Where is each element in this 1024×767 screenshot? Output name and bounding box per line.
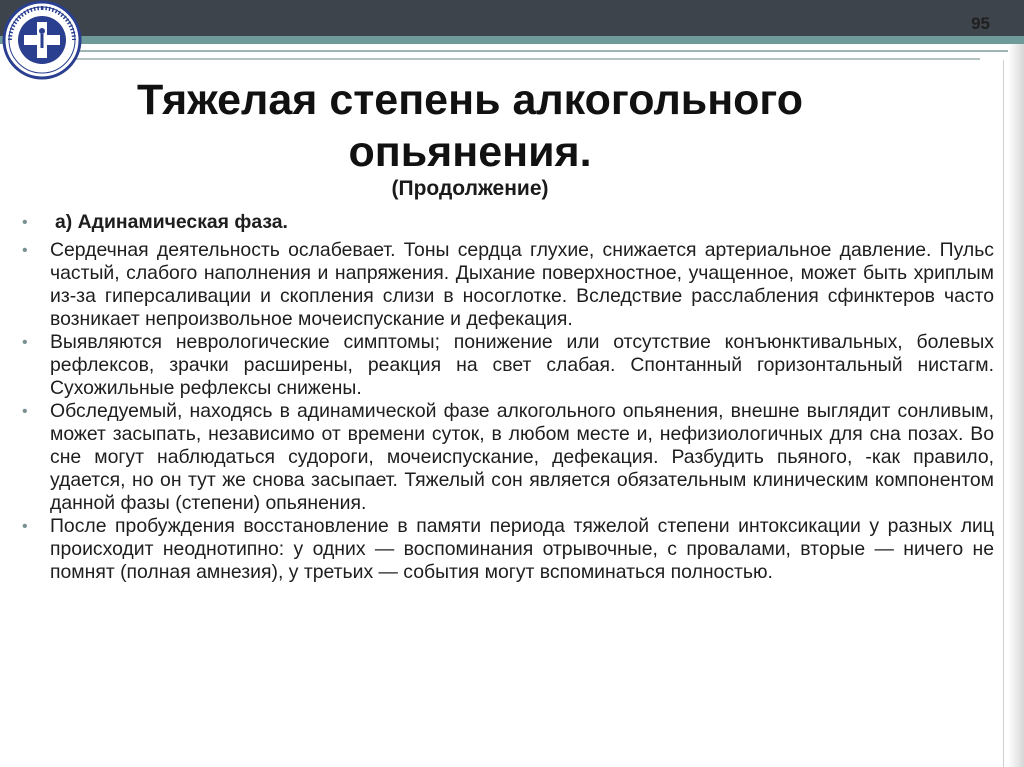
list-item-text: а) Адинамическая фаза. [55,211,288,233]
medical-emblem-icon [2,0,82,80]
list-item-text: После пробуждения восстановление в памяти периода тяжелой степени интоксикации у разных лиц происходит неоднотипно: у одних — воспоминания отрывочные, с провалами, вторые — ничего не помнят (полная амнезия), у третьих — события могут вспоминаться полностью. [50,515,994,583]
list-item [22,331,994,400]
list-item [22,211,994,234]
accent-stripe [0,36,1024,44]
list-item-text: Выявляются неврологические симптомы; понижение или отсутствие конъюнктивальных, болевых рефлексов, зрачки расширены, реакция на свет слабая. Спонтанный горизонтальный нистагм. Сухожильные рефлексы снижены. [50,331,994,399]
list-item [22,239,994,331]
bullet-list [22,211,994,584]
bullet-icon: • [22,334,28,351]
divider-line [60,50,1024,52]
page-edge-shadow [1008,44,1024,767]
bullet-icon: • [22,242,28,259]
list-item-text: Сердечная деятельность ослабевает. Тоны сердца глухие, снижается артериальное давление. Пульс частый, слабого наполнения и напряжения. Дыхание поверхностное, учащенное, может быть хриплым из-за гиперсаливации и скопления слизи в носоглотке. Вследствие расслабления сфинктеров часто возникает непроизвольное мочеиспускание и дефекация. [50,239,994,330]
header-bar [0,0,1024,36]
slide-number: 95 [971,14,990,33]
divider-line [60,58,980,60]
bullet-icon: • [22,403,28,420]
list-item-text: Обследуемый, находясь в адинамической фазе алкогольного опьянения, внешне выглядит сонливым, может засыпать, независимо от времени суток, в любом месте и, нефизиологичных для сна позах. Во сне могут наблюдаться судороги, мочеиспускание, дефекация. Разбудить пьяного, -как правило, удается, но он тут же снова засыпает. Тяжелый сон является обязательным клиническим компонентом данной фазы (степени) опьянения. [50,400,994,514]
slide-title: Тяжелая степень алкогольного опьянения. [136,76,804,176]
list-item [22,400,994,515]
page-edge-line [1003,60,1004,767]
bullet-icon: • [22,214,28,231]
list-item [22,515,994,584]
slide-subtitle: (Продолжение) [391,177,549,200]
bullet-icon: • [22,518,28,535]
